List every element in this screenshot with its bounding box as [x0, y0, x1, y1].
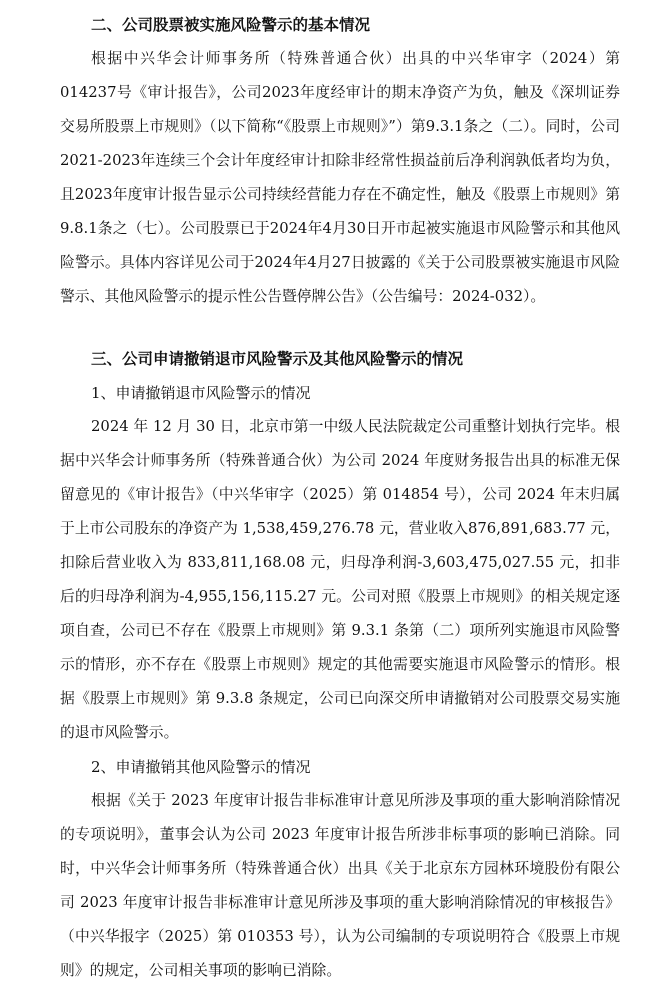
section-3-2-paragraph: 根据《关于 2023 年度审计报告非标准审计意见所涉及事项的重大影响消除情况的专项说明》，董事会认为公司 2023 年度审计报告所涉非标事项的影响已消除。同时，中兴华会计师事务所（特殊普通合伙）出具《关于北京东方园林环境股份有限公司 2023 年度审计报告非标准审计意见所涉及事项的重大影响消除情况的审核报告》（中兴华报字（2025）第 010353 号），认为公司编制的专项说明符合《股票上市规则》的规定，公司相关事项的影响已消除。 — [60, 792, 620, 979]
section-2-paragraph: 根据中兴华会计师事务所（特殊普通合伙）出具的中兴华审字（2024）第014237号《审计报告》，公司2023年度经审计的期末净资产为负，触及《深圳证券交易所股票上市规则》（以下简称“《股票上市规则》”）第9.3.1条之（二）。同时，公司2021-2023年连续三个会计年度经审计扣除非经常性损益前后净利润孰低者均为负，且2023年度审计报告显示公司持续经营能力存在不确定性，触及《股票上市规则》第9.8.1条之（七）。公司股票已于2024年4月30日开市起被实施退市风险警示和其他风险警示。具体内容详见公司于2024年4月27日披露的《关于公司股票被实施退市风险警示、其他风险警示的提示性公告暨停牌公告》（公告编号：2024-032）。 — [60, 50, 620, 305]
section-2-heading: 二、公司股票被实施风险警示的基本情况 — [91, 15, 371, 34]
section-3-1-heading: 1、申请撤销退市风险警示的情况 — [91, 384, 311, 402]
section-3-1-paragraph: 2024 年 12 月 30 日，北京市第一中级人民法院裁定公司重整计划执行完毕。根据中兴华会计师事务所（特殊普通合伙）为公司 2024 年度财务报告出具的标准无保留意见的《审计报告》（中兴华审字（2025）第 014854 号），公司 2024 年末归属于上市公司股东的净资产为 1,538,459,276.78 元，营业收入876,891,683.77 元，扣除后营业收入为 833,811,168.08 元，归母净利润-3,603,475,027.55 元，扣非后的归母净利润为-4,955,156,115.27 元。公司对照《股票上市规则》的相关规定逐项自查，公司已不存在《股票上市规则》第 9.3.1 条第（二）项所列实施退市风险警示的情形，亦不存在《股票上市规则》规定的其他需要实施退市风险警示的情形。根据《股票上市规则》第 9.3.8 条规定，公司已向深交所申请撤销对公司股票交易实施的退市风险警示。 — [60, 418, 620, 741]
section-3-2-heading: 2、申请撤销其他风险警示的情况 — [91, 758, 311, 776]
section-3-heading: 三、公司申请撤销退市风险警示及其他风险警示的情况 — [91, 349, 464, 368]
document-page — [60, 8, 620, 988]
